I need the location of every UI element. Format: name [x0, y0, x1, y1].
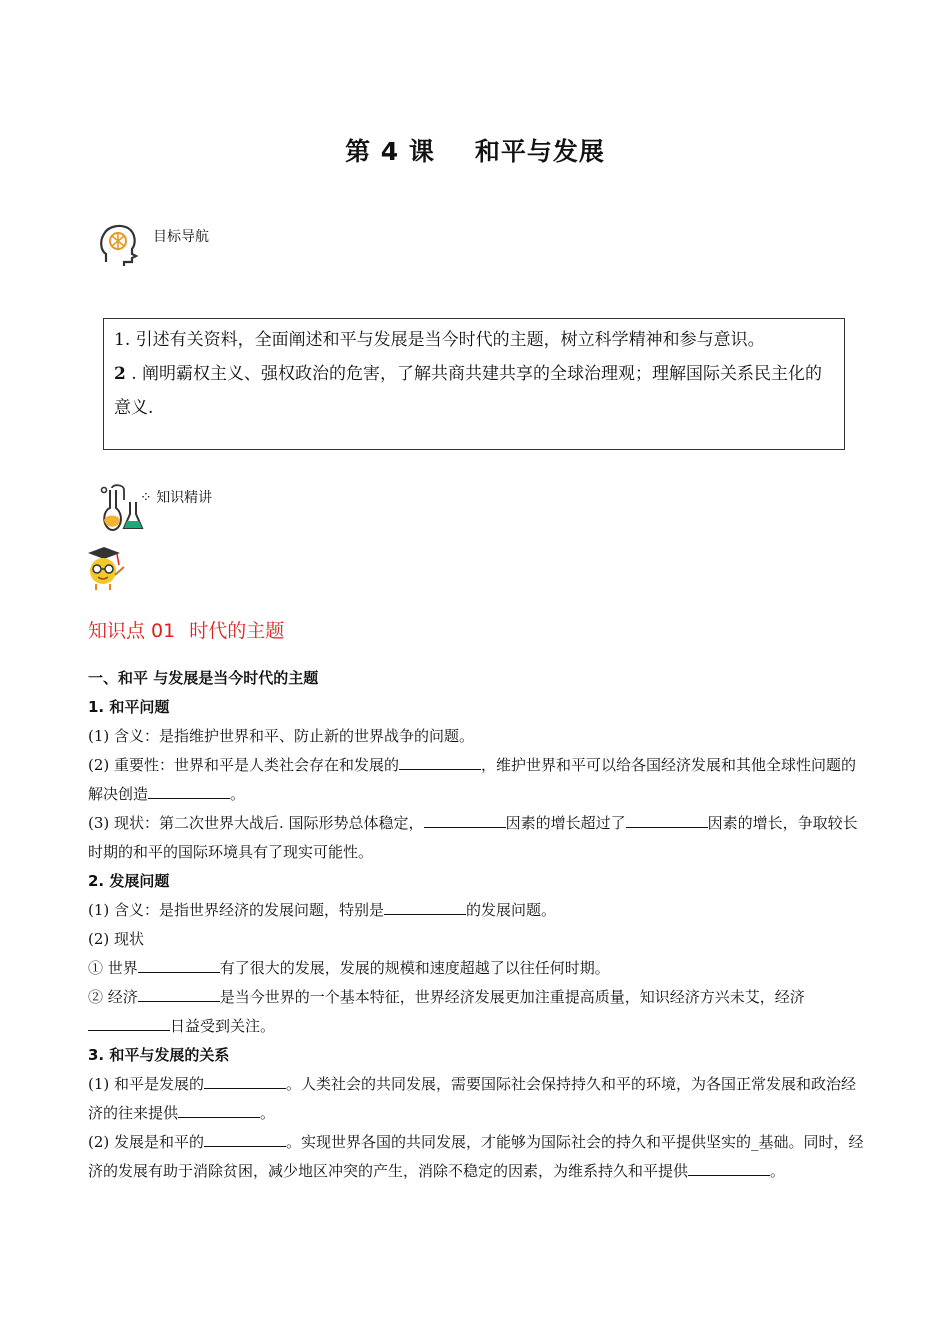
goal-nav-label: 目标导航	[153, 229, 209, 245]
answer-blank[interactable]	[204, 1132, 286, 1147]
goal-item: 2 . 阐明霸权主义、强权政治的危害，了解共商共建共享的全球治理观；理解国际关系民主化的意义.	[114, 364, 823, 418]
sparkle-icon: ⁘	[140, 490, 152, 506]
goals-box	[103, 318, 845, 450]
paragraph: (1) 和平是发展的 。人类社会的共同发展，需要国际社会保持持久和平的环境，为各国正常发展和政治经济的往来提供 。	[88, 1075, 857, 1122]
paragraph: ① 世界 有了很大的发展，发展的规模和速度超越了以往任何时期。	[88, 959, 610, 977]
answer-blank[interactable]	[138, 958, 220, 973]
section-heading: 一、和平 与发展是当今时代的主题	[88, 669, 319, 687]
answer-blank[interactable]	[384, 900, 466, 915]
lesson-number: 第 4 课	[345, 137, 435, 166]
answer-blank[interactable]	[424, 813, 506, 828]
knowledge-label-text: 知识精讲	[156, 490, 213, 506]
answer-blank[interactable]	[148, 784, 230, 799]
subheading-development: 2. 发展问题	[88, 872, 170, 890]
answer-blank[interactable]	[204, 1074, 286, 1089]
paragraph: (2) 现状	[88, 930, 145, 948]
brain-head-icon	[98, 222, 138, 268]
answer-blank[interactable]	[138, 987, 220, 1002]
knowledge-point-title: 知识点 01 时代的主题	[88, 620, 285, 642]
subheading-relation: 3. 和平与发展的关系	[88, 1046, 230, 1064]
paragraph: (1) 含义：是指维护世界和平、防止新的世界战争的问题。	[88, 727, 475, 745]
lesson-name: 和平与发展	[474, 137, 605, 166]
lab-flask-icon	[98, 484, 144, 532]
lesson-content	[88, 664, 870, 1186]
paragraph: (2) 发展是和平的 。实现世界各国的共同发展，才能够为国际社会的持久和平提供坚实的_基础。同时，经济的发展有助于消除贫困，减少地区冲突的产生，消除不稳定的因素，为维系持久和平提供 。	[88, 1133, 864, 1180]
paragraph: (2) 重要性：世界和平是人类社会存在和发展的 ，维护世界和平可以给各国经济发展和其他全球性问题的解决创造 。	[88, 756, 857, 803]
answer-blank[interactable]	[88, 1016, 170, 1031]
paragraph: ② 经济 是当今世界的一个基本特征，世界经济发展更加注重提高质量，知识经济方兴未艾，经济日益受到关注。	[88, 988, 805, 1035]
answer-blank[interactable]	[399, 755, 481, 770]
page-title	[0, 132, 950, 168]
goal-item: 1. 引述有关资料，全面阐述和平与发展是当今时代的主题，树立科学精神和参与意识。	[114, 330, 765, 350]
answer-blank[interactable]	[626, 813, 708, 828]
knowledge-label	[140, 487, 212, 507]
answer-blank[interactable]	[178, 1103, 260, 1118]
graduate-mascot-icon	[84, 545, 126, 591]
subheading-peace: 1. 和平问题	[88, 698, 170, 716]
paragraph: (3) 现状：第二次世界大战后. 国际形势总体稳定， 因素的增长超过了 因素的增长，争取较长时期的和平的国际环境具有了现实可能性。	[88, 814, 858, 861]
paragraph: (1) 含义：是指世界经济的发展问题，特别是 的发展问题。	[88, 901, 557, 919]
answer-blank[interactable]	[688, 1161, 770, 1176]
